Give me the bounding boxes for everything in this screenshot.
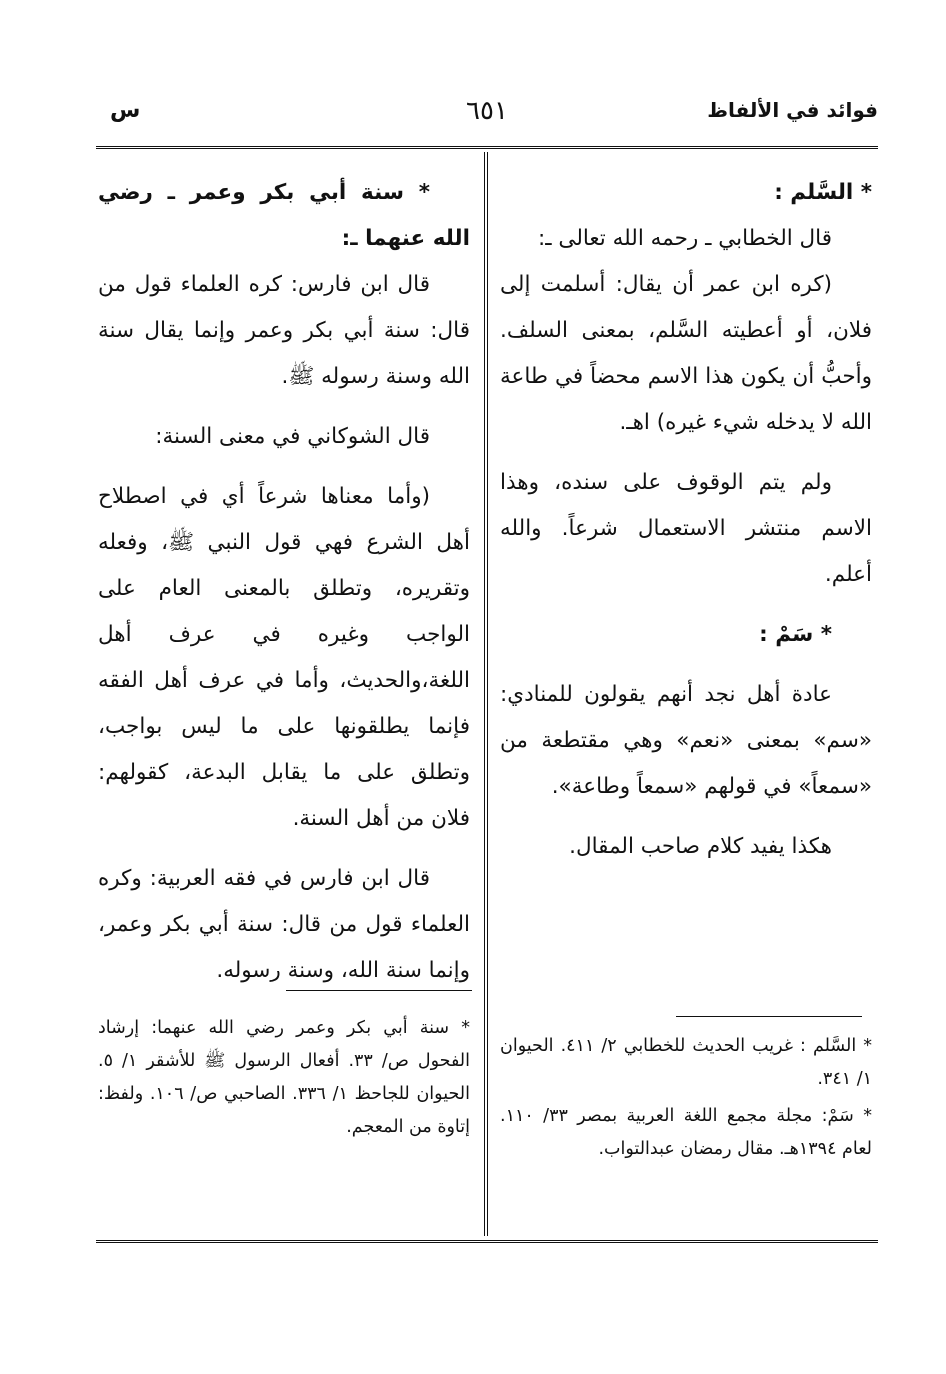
right-column (500, 170, 872, 870)
page-number: ٦٥١ (466, 96, 508, 126)
paragraph: قال الشوكاني في معنى السنة: (155, 424, 430, 449)
paragraph: عادة أهل نجد أنهم يقولون للمنادي: «سم» بمعنى «نعم» وهي مقتطعة من «سمعاً» في قولهم «سمعاً وطاعة». (500, 682, 872, 799)
footnote: * سنة أبي بكر وعمر رضي الله عنهما: إرشاد الفحول ص/ ٣٣. أفعال الرسول ﷺ للأشقر ١/ ٥. الحيوان للجاحظ ١/ ٣٣٦. الصاحبي ص/ ١٠٦. ولفظ: إتاوة من المعجم. (98, 1018, 471, 1137)
running-title: فوائد في الألفاظ (707, 98, 878, 122)
paragraph: * السَّلم : (774, 180, 872, 205)
paragraph: * سَمْ : (759, 622, 832, 647)
paragraph: هكذا يفيد كلام صاحب المقال. (569, 834, 832, 859)
paragraph: (وأما معناها شرعاً أي في اصطلاح أهل الشرع فهي قول النبي ﷺ، وفعله وتقريره، وتطلق بالمعنى العام على الواجب وغيره في عرف أهل اللغة،والحديث، وأما في عرف أهل الفقه فإنما يطلقونها على ما ليس بواجب، وتطلق على ما يقابل البدعة، كقولهم: فلان من أهل السنة. (98, 484, 470, 831)
paragraph: قال ابن فارس: كره العلماء قول من قال: سنة أبي بكر وعمر وإنما يقال سنة الله وسنة رسوله ﷺ. (98, 272, 470, 389)
footnote-rule (676, 1016, 862, 1017)
paragraph: * سنة أبي بكر وعمر ـ رضي الله عنهما ـ: (98, 180, 470, 251)
header-rule (96, 146, 878, 149)
footnote: * السَّلم : غريب الحديث للخطابي ٢/ ٤١١. الحيوان ١/ ٣٤١. (500, 1036, 872, 1089)
paragraph: ولم يتم الوقوف على سنده، وهذا الاسم منتشر الاستعمال شرعاً. والله أعلم. (500, 470, 872, 587)
column-divider (484, 152, 488, 1236)
left-column (98, 170, 470, 994)
paragraph: قال ابن فارس في فقه العربية: وكره العلماء قول من قال: سنة أبي بكر وعمر، وإنما سنة الله، وسنة رسوله. (98, 866, 470, 983)
footnotes-right (500, 1030, 872, 1166)
footnotes-left (98, 1012, 470, 1144)
footnote-rule (286, 990, 472, 991)
footer-rule (96, 1240, 878, 1243)
footnote: * سَمْ: مجلة مجمع اللغة العربية بمصر ٣٣/ ١١٠. لعام ١٣٩٤هـ. مقال رمضان عبدالتواب. (500, 1106, 872, 1159)
paragraph: قال الخطابي ـ رحمه الله تعالى ـ: (538, 226, 832, 251)
page-header (96, 96, 878, 140)
section-letter: س (110, 98, 141, 123)
paragraph: (كره ابن عمر أن يقال: أسلمت إلى فلان، أو أعطيته السَّلم، بمعنى السلف. وأحبُّ أن يكون هذا الاسم محضاً في طاعة الله لا يدخله شيء غيره) اهـ. (500, 272, 872, 435)
